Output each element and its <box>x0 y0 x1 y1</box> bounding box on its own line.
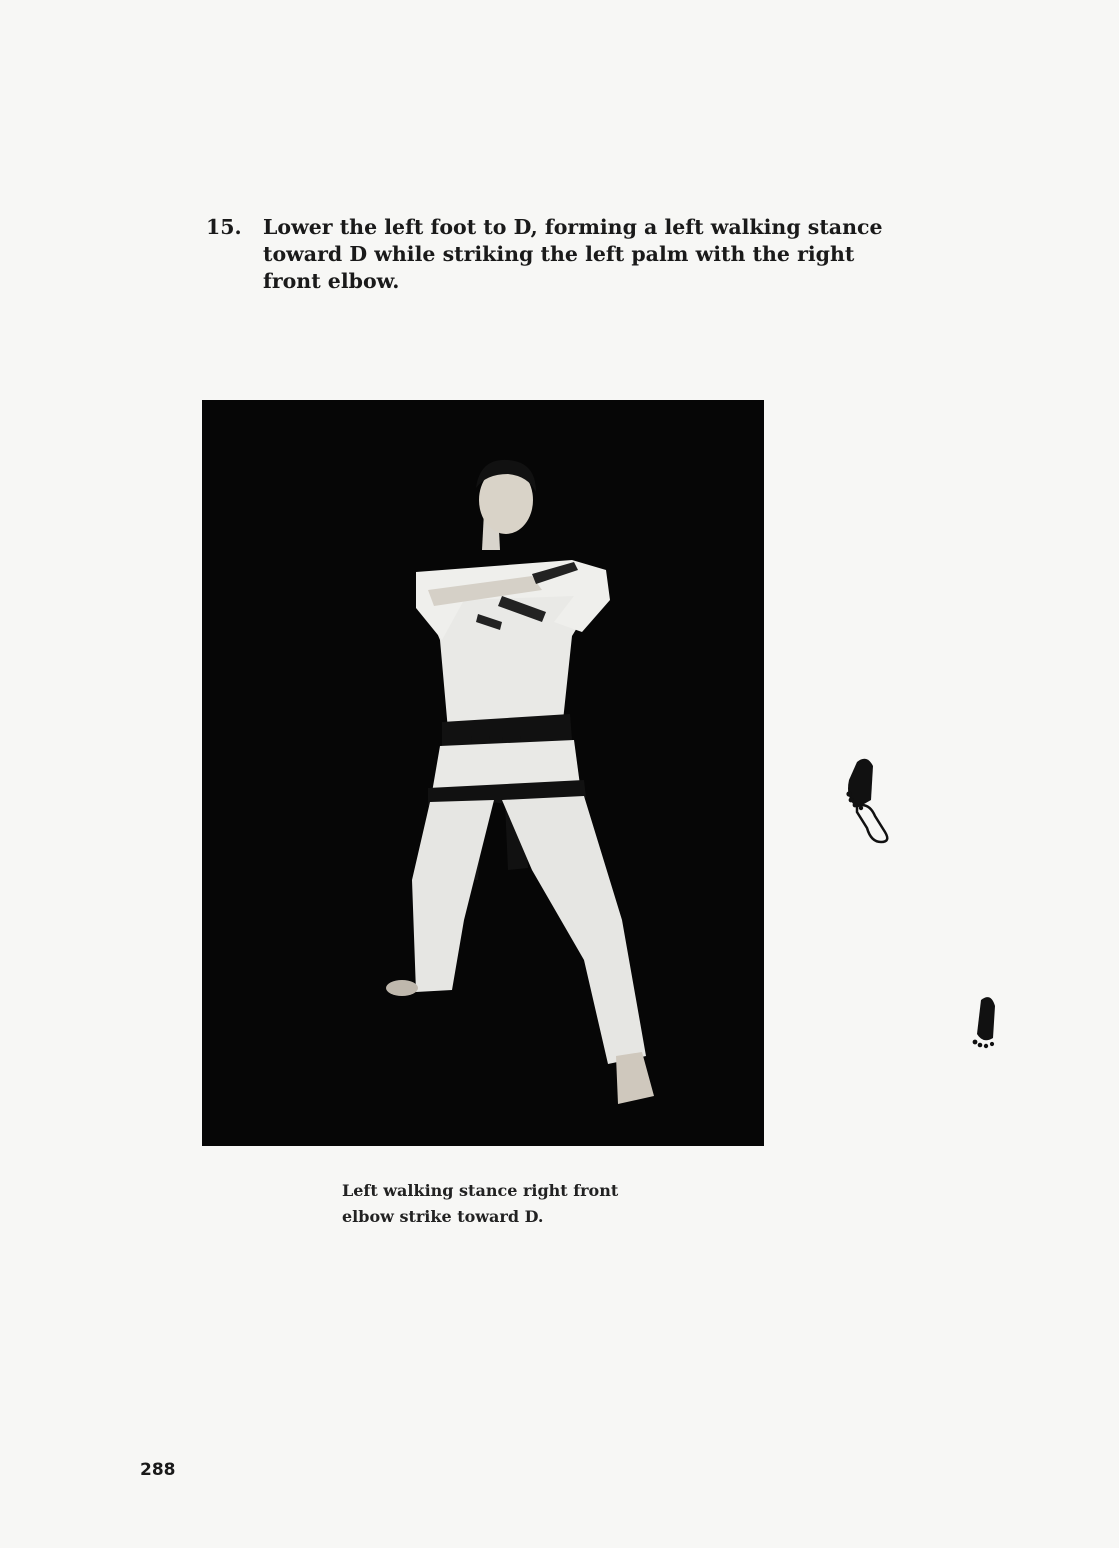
page-number: 288 <box>140 1460 176 1480</box>
step-instruction <box>206 214 896 295</box>
martial-artist-figure <box>202 400 764 1146</box>
footprint-diagram-icon <box>835 750 1015 1070</box>
caption-line-1: Left walking stance right front <box>342 1181 619 1200</box>
martial-artist-photo <box>202 400 764 1146</box>
photo-caption <box>342 1178 662 1230</box>
step-text: Lower the left foot to D, forming a left walking stance toward D while striking the left palm with the right front elbow. <box>263 215 883 293</box>
step-number: 15. <box>206 215 242 239</box>
caption-line-2: elbow strike toward D. <box>342 1207 544 1226</box>
